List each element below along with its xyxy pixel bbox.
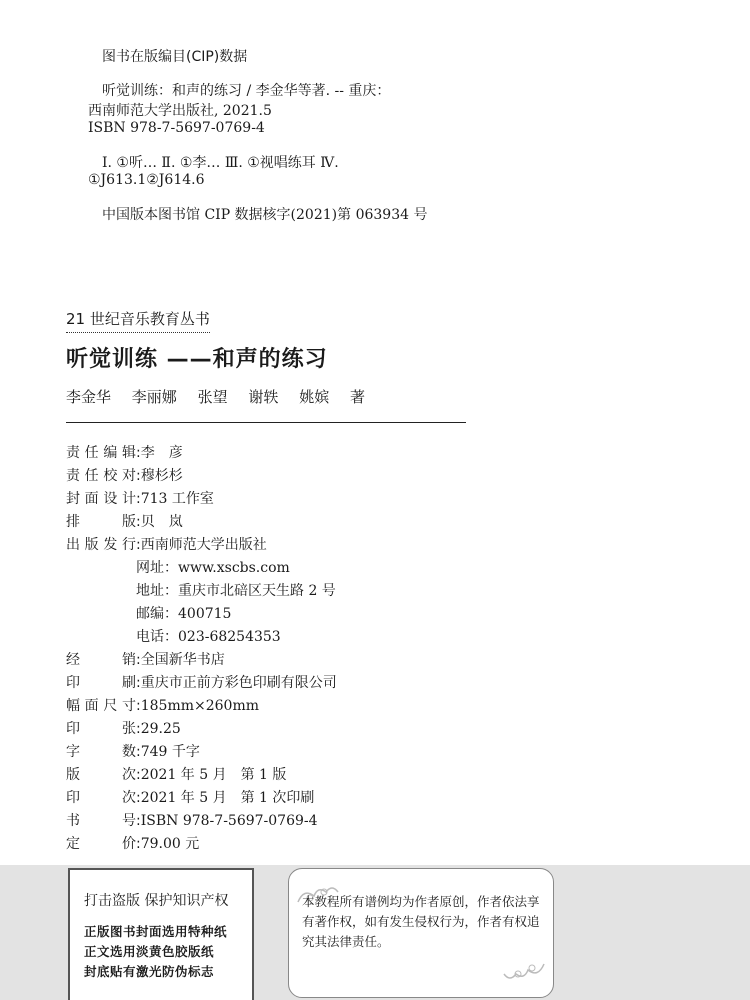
meta-row: 责任校对:穆杉杉 xyxy=(66,465,183,485)
meta-key: 幅面尺寸 xyxy=(66,698,136,714)
meta-value: 185mm×260mm xyxy=(140,698,259,714)
meta-key: 印 刷 xyxy=(66,675,136,691)
cip-line: ISBN 978-7-5697-0769-4 xyxy=(88,120,265,136)
meta-row: 封面设计:713 工作室 xyxy=(66,488,214,508)
meta-value: 2021 年 5 月 第 1 版 xyxy=(140,767,287,783)
cip-heading: 图书在版编目(CIP)数据 xyxy=(102,49,248,65)
meta-key: 印 次 xyxy=(66,790,136,806)
meta-row: 书 号:ISBN 978-7-5697-0769-4 xyxy=(66,810,318,830)
meta-row: 排 版:贝 岚 xyxy=(66,511,183,531)
meta-row: 定 价:79.00 元 xyxy=(66,833,199,853)
author: 谢轶 xyxy=(248,388,279,406)
meta-value: 713 工作室 xyxy=(140,491,214,507)
meta-value: 2021 年 5 月 第 1 次印刷 xyxy=(140,790,315,806)
meta-key: 印 张 xyxy=(66,721,136,737)
meta-key: 书 号 xyxy=(66,813,136,829)
antipiracy-line: 正文选用淡黄色胶版纸 xyxy=(84,944,215,959)
meta-key: 责任编辑 xyxy=(66,445,136,461)
meta-key: 排 版 xyxy=(66,514,136,530)
author: 姚嫔 xyxy=(299,388,330,406)
meta-row: 印 刷:重庆市正前方彩色印刷有限公司 xyxy=(66,672,337,692)
cloud-ornament-icon xyxy=(468,954,548,994)
meta-value: 李 彦 xyxy=(140,445,183,461)
author-list xyxy=(66,386,381,407)
author-suffix: 著 xyxy=(349,388,365,406)
meta-key: 责任校对 xyxy=(66,468,136,484)
meta-row: 责任编辑:李 彦 xyxy=(66,442,183,462)
meta-value: 29.25 xyxy=(140,721,181,737)
meta-row: 出版发行:西南师范大学出版社 xyxy=(66,534,267,554)
antipiracy-line: 封底贴有激光防伪标志 xyxy=(84,964,215,979)
series-name: 21 世纪音乐教育丛书 xyxy=(66,308,210,333)
meta-value: 贝 岚 xyxy=(140,514,183,530)
meta-value: 穆杉杉 xyxy=(140,468,183,484)
meta-row: 字 数:749 千字 xyxy=(66,741,200,761)
meta-row: 印 张:29.25 xyxy=(66,718,181,738)
meta-key: 版 次 xyxy=(66,767,136,783)
meta-row: 幅面尺寸:185mm×260mm xyxy=(66,695,259,715)
book-title: 听觉训练 ——和声的练习 xyxy=(66,347,328,372)
meta-value: 79.00 元 xyxy=(140,836,200,852)
author: 张望 xyxy=(197,388,228,406)
antipiracy-heading: 打击盗版 保护知识产权 xyxy=(84,893,229,909)
meta-row: 经 销:全国新华书店 xyxy=(66,649,225,669)
meta-value: 重庆市正前方彩色印刷有限公司 xyxy=(140,675,337,691)
cip-line: 中国版本图书馆 CIP 数据核字(2021)第 063934 号 xyxy=(102,207,428,223)
meta-value: ISBN 978-7-5697-0769-4 xyxy=(140,813,318,829)
divider xyxy=(66,422,466,423)
antipiracy-line: 正版图书封面选用特种纸 xyxy=(84,924,228,939)
publisher-address: 地址：重庆市北碚区天生路 2 号 xyxy=(136,583,336,599)
meta-key: 经 销 xyxy=(66,652,136,668)
cip-line: Ⅰ. ①听… Ⅱ. ①李… Ⅲ. ①视唱练耳 Ⅳ. xyxy=(102,155,339,171)
meta-row: 版 次:2021 年 5 月 第 1 版 xyxy=(66,764,286,784)
meta-value: 749 千字 xyxy=(140,744,200,760)
publisher-postcode: 邮编：400715 xyxy=(136,606,232,622)
cip-line: 西南师范大学出版社, 2021.5 xyxy=(88,103,272,119)
author: 李金华 xyxy=(66,388,112,406)
cip-line: 听觉训练：和声的练习 / 李金华等著. -- 重庆： xyxy=(102,83,391,99)
meta-key: 字 数 xyxy=(66,744,136,760)
meta-value: 西南师范大学出版社 xyxy=(140,537,267,553)
meta-key: 定 价 xyxy=(66,836,136,852)
cip-line: ①J613.1②J614.6 xyxy=(88,172,205,188)
copyright-notice: 本教程所有谱例均为作者原创，作者依法享有著作权，如有发生侵权行为，作者有权追究其法律责任。 xyxy=(302,894,540,949)
author: 李丽娜 xyxy=(131,388,177,406)
publisher-website: 网址：www.xscbs.com xyxy=(136,560,290,576)
meta-key: 封面设计 xyxy=(66,491,136,507)
meta-value: 全国新华书店 xyxy=(140,652,225,668)
meta-row: 印 次:2021 年 5 月 第 1 次印刷 xyxy=(66,787,314,807)
publisher-phone: 电话：023-68254353 xyxy=(136,629,281,645)
meta-key: 出版发行 xyxy=(66,537,136,553)
